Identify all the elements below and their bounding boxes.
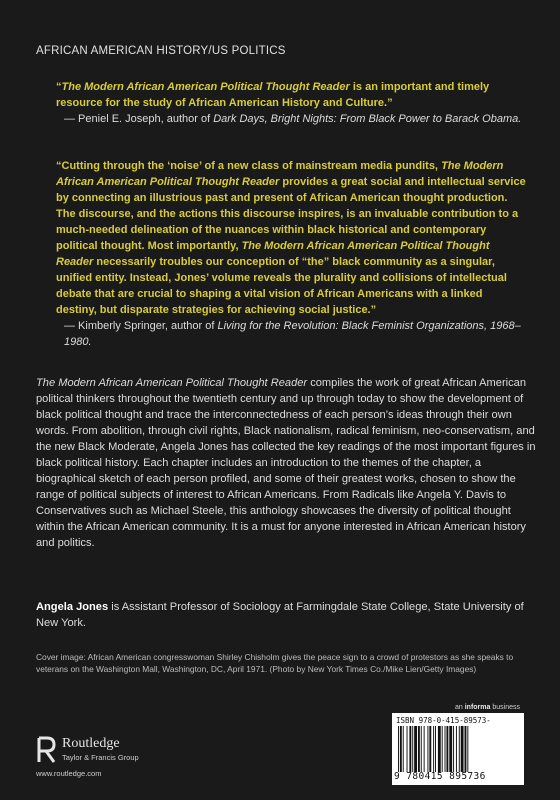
quote-attribution — [56, 111, 526, 127]
quote-open-mark: “ — [56, 81, 62, 93]
cover-image-credit: Cover image: African American congresswoman Shirley Chisholm gives the peace sign to a crowd of protestors as she speaks to veterans on the Washington Mall, Washington, DC, April 1971. (Photo by New York Times Co./Mike Lien/Getty Images) — [36, 652, 514, 674]
quote-book-title-2: The Modern African American Political Thought Reader — [56, 240, 490, 268]
description-text: compiles the work of great African American political thinkers throughout the twentieth century and up through today to show the development of black political thought and trace the interconnectedness of each person’s ideas through their own words. From abolition, through civil rights, Black nationalism, radical feminism, neo-conservatism, and the new Black Moderate, Angela Jones has collected the key readings of the most important figures in black political history. Each chapter includes an introduction to the themes of the chapter, a biographical sketch of each person profiled, and some of their greatest works, chosen to show the range of political subjects of interest to African Americans. From Radicals like Angela Y. Davis to Conservatives such as Michael Steele, this anthology showcases the diversity of political thought within the African American community. It is a must for anyone interested in African American history and politics. — [36, 377, 536, 549]
quote-text-part-1: “Cutting through the ‘noise’ of a new class of mainstream media pundits, — [56, 160, 442, 172]
quote-book-title: The Modern African American Political Thought Reader — [61, 81, 350, 93]
barcode-bar — [442, 726, 443, 772]
barcode-bar — [403, 726, 404, 772]
barcode-bar — [453, 726, 454, 772]
book-description — [36, 375, 536, 551]
author-name: Angela Jones — [36, 601, 109, 613]
barcode-bar — [433, 726, 434, 772]
barcode-bar — [445, 726, 446, 772]
barcode-bars — [398, 726, 518, 772]
isbn-label: ISBN 978-0-415-89573- — [396, 716, 491, 725]
barcode-bar — [465, 726, 467, 772]
author-bio — [36, 599, 536, 631]
barcode-bar — [414, 726, 417, 772]
publisher-url: www.routledge.com — [36, 769, 102, 778]
attribution-prefix: — Peniel E. Joseph, author of — [64, 113, 214, 125]
barcode-bar — [398, 726, 399, 772]
barcode-bar — [459, 726, 460, 772]
barcode-bar — [467, 726, 468, 772]
informa-brand: informa — [464, 704, 491, 711]
endorsement-quote-1 — [56, 79, 526, 127]
description-book-title: The Modern African American Political Thought Reader — [36, 377, 308, 389]
publisher-block — [36, 736, 156, 776]
quote-book-title-1: The Modern African American Political Thought Reader — [56, 160, 504, 188]
barcode-bar — [400, 726, 402, 772]
ean-digits: 9 780415 895736 — [394, 771, 486, 782]
barcode-bar — [446, 726, 448, 772]
author-bio-text: is Assistant Professor of Sociology at Farmingdale State College, State University of New York. — [36, 601, 524, 629]
barcode-bar — [429, 726, 431, 772]
attribution-book-title: Dark Days, Bright Nights: From Black Power to Barack Obama. — [213, 113, 522, 125]
attribution-prefix: — Kimberly Springer, author of — [64, 320, 218, 332]
publisher-name: Routledge — [62, 736, 120, 751]
barcode-bar — [438, 726, 441, 772]
quote-text-part-2: provides a great social and intellectual service by connecting an illustrious past and present of African American thought production. The discourse, and the actions this discourse inspires, is an invaluable contribution to a much-needed delineation of the nuances within black historical and contemporary political thought. Most importantly, — [56, 176, 526, 252]
barcode-bar — [427, 726, 428, 772]
category-label: AFRICAN AMERICAN HISTORY/US POLITICS — [36, 45, 286, 57]
barcode-bar — [424, 726, 425, 772]
routledge-r-logo-icon — [36, 736, 58, 764]
barcode-bar — [409, 726, 411, 772]
informa-business-label — [455, 704, 520, 711]
barcode-bar — [435, 726, 436, 772]
quote-text: is an important and timely resource for the study of African American History and Culture.” — [56, 81, 490, 109]
endorsement-quote-2 — [56, 158, 526, 350]
attribution-book-title: Living for the Revolution: Black Feminist Organizations, 1968–1980. — [64, 320, 521, 348]
barcode-bar — [407, 726, 408, 772]
barcode-bar — [456, 726, 457, 772]
barcode-bar — [412, 726, 413, 772]
barcode-bar — [418, 726, 420, 772]
informa-prefix: an — [455, 704, 465, 711]
quote-attribution — [56, 318, 526, 350]
quote-text-part-3: necessarily troubles our conception of “the” black community as a singular, unified entity. Instead, Jones’ volume reveals the plurality and collisions of intellectual debate that are crucial to shaping a vital vision of African Americans with a linked destiny, but disparate strategies for achieving social justice.” — [56, 256, 507, 316]
isbn-barcode — [392, 713, 524, 785]
barcode-bar — [421, 726, 422, 772]
publisher-subtitle: Taylor & Francis Group — [62, 753, 139, 762]
barcode-bar — [449, 726, 452, 772]
informa-suffix: business — [490, 704, 520, 711]
barcode-bar — [461, 726, 464, 772]
